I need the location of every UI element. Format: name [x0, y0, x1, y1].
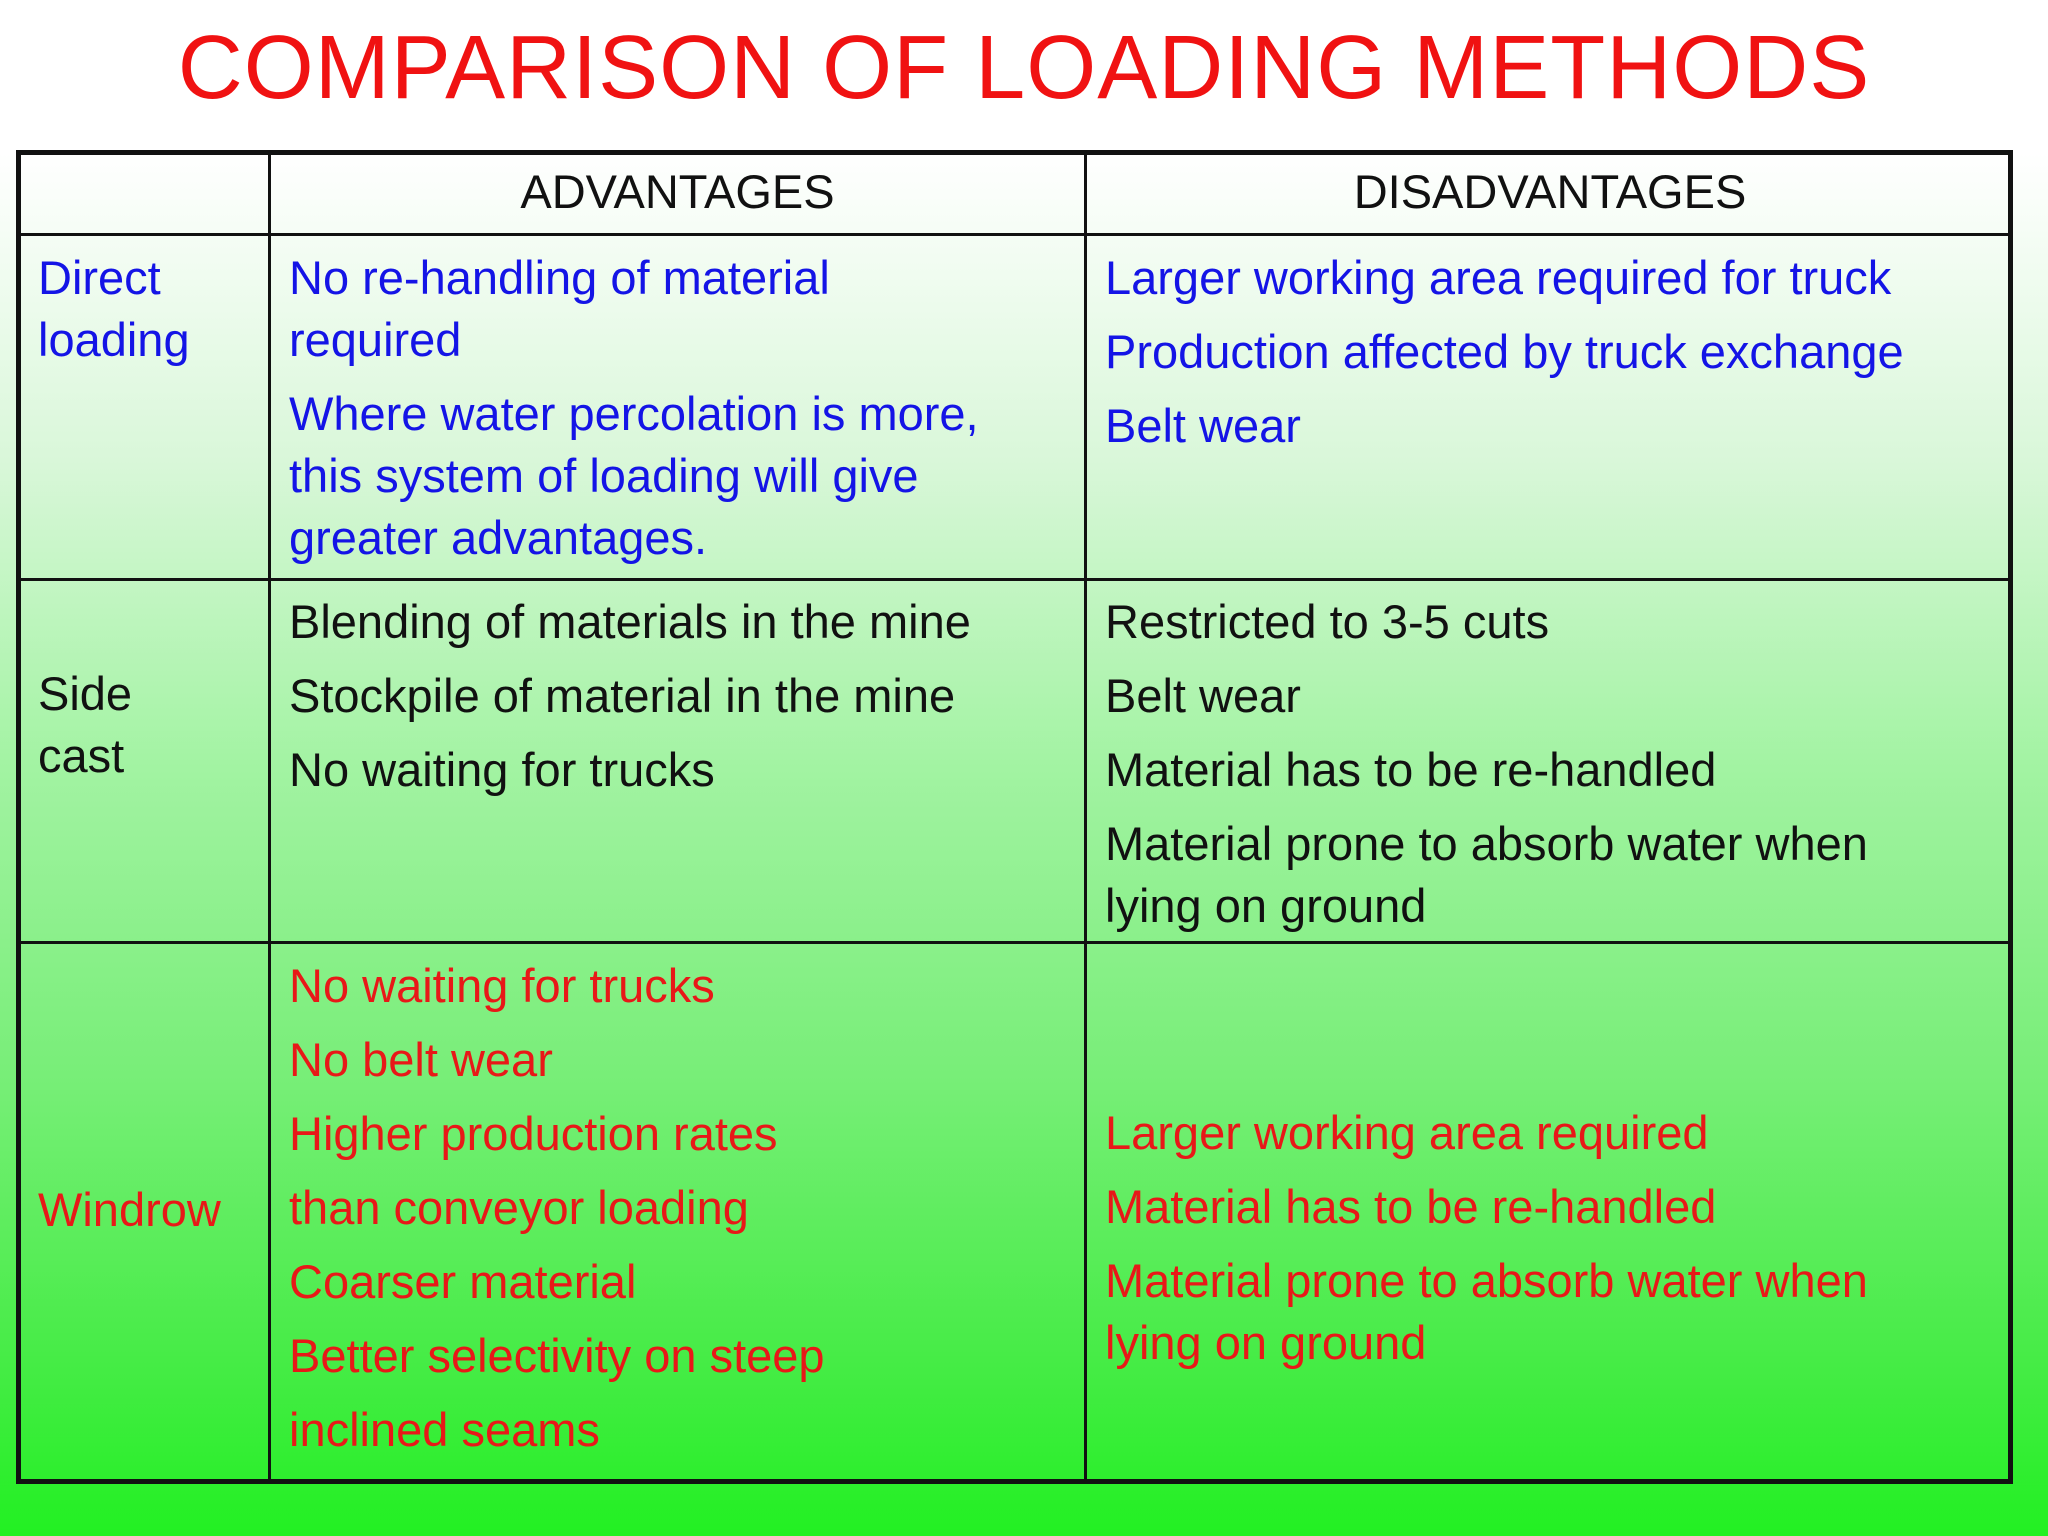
- disadvantages-direct-loading: [1105, 247, 1904, 469]
- list-item: Better selectivity on steep: [289, 1329, 825, 1382]
- list-item: No waiting for trucks: [289, 743, 715, 796]
- list-item: Material prone to absorb water when lying on ground: [1105, 817, 1868, 932]
- method-side-cast: Side cast: [38, 667, 133, 782]
- advantages-direct-loading: [289, 247, 979, 581]
- list-item: Production affected by truck exchange: [1105, 325, 1904, 378]
- list-item: Belt wear: [1105, 669, 1301, 722]
- column-divider: [268, 155, 271, 1479]
- list-item: Material has to be re-handled: [1105, 743, 1717, 796]
- advantages-side-cast: [289, 591, 971, 813]
- list-item: Where water percolation is more, this system of loading will give greater advantages.: [289, 387, 979, 564]
- list-item: Coarser material: [289, 1255, 637, 1308]
- advantages-windrow: [289, 955, 825, 1473]
- list-item: No waiting for trucks: [289, 959, 715, 1012]
- column-divider: [1084, 155, 1087, 1479]
- list-item: Higher production rates: [289, 1107, 778, 1160]
- list-item: Larger working area required: [1105, 1106, 1709, 1159]
- list-item: inclined seams: [289, 1403, 600, 1456]
- disadvantages-side-cast: [1105, 591, 1868, 949]
- list-item: Material has to be re-handled: [1105, 1180, 1717, 1233]
- disadvantages-windrow: [1105, 1102, 1868, 1386]
- header-advantages: ADVANTAGES: [520, 165, 835, 218]
- list-item: No re-handling of material required: [289, 251, 830, 366]
- method-windrow: Windrow: [38, 1183, 221, 1236]
- list-item: Belt wear: [1105, 399, 1301, 452]
- list-item: Larger working area required for truck: [1105, 251, 1892, 304]
- list-item: Stockpile of material in the mine: [289, 669, 956, 722]
- row-divider: [21, 233, 2008, 236]
- comparison-table: [16, 150, 2013, 1484]
- list-item: No belt wear: [289, 1033, 553, 1086]
- list-item: than conveyor loading: [289, 1181, 749, 1234]
- page-title: COMPARISON OF LOADING METHODS: [177, 18, 1871, 118]
- method-direct-loading: Direct loading: [38, 251, 190, 366]
- list-item: Material prone to absorb water when lying on ground: [1105, 1254, 1868, 1369]
- list-item: Restricted to 3-5 cuts: [1105, 595, 1550, 648]
- list-item: Blending of materials in the mine: [289, 595, 971, 648]
- header-disadvantages: DISADVANTAGES: [1353, 165, 1747, 218]
